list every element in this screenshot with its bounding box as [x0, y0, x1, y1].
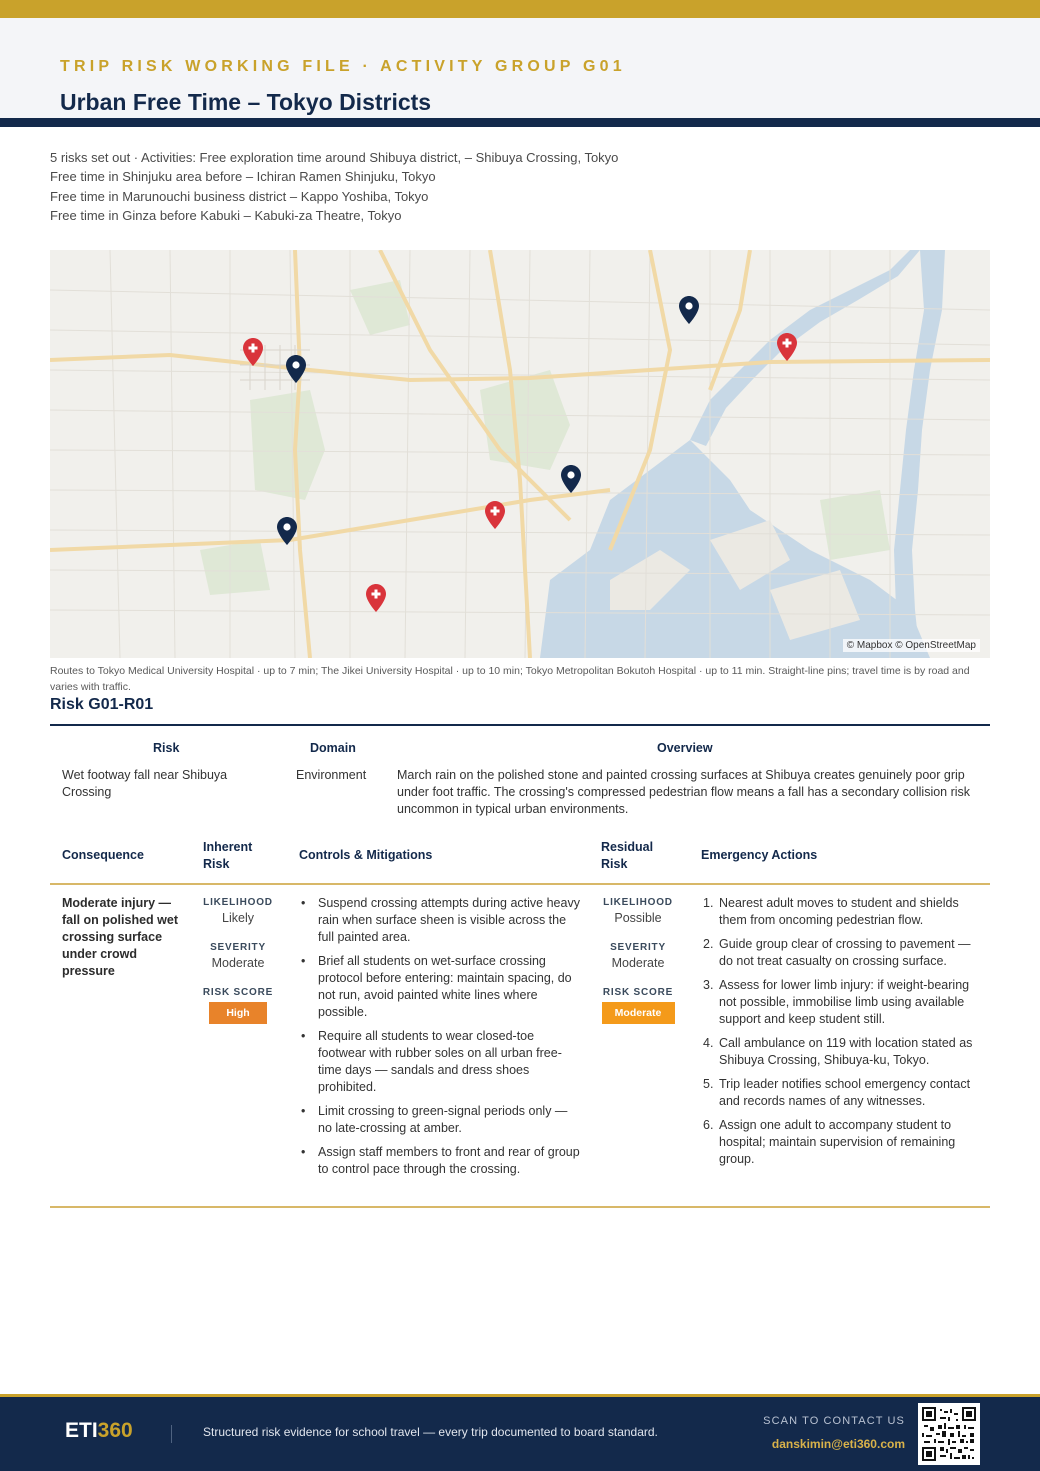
- hospital-pin-icon[interactable]: [777, 333, 797, 361]
- map-attribution[interactable]: © Mapbox © OpenStreetMap: [843, 639, 980, 652]
- page-footer: [0, 1397, 1040, 1471]
- summary-line: Free time in Marunouchi business district – Kappo Yoshiba, Tokyo: [50, 188, 429, 204]
- likelihood-label: LIKELIHOOD: [603, 897, 673, 908]
- controls-list: [300, 895, 580, 1185]
- page-title: Urban Free Time – Tokyo Districts: [60, 89, 432, 115]
- emergency-action-item: 2. Guide group clear of crossing to pavement — do not treat casualty on crossing surface.: [703, 937, 971, 968]
- risk-score-badge: Moderate: [602, 1002, 675, 1024]
- hospital-pin-icon[interactable]: [243, 338, 263, 366]
- summary-line: Free time in Ginza before Kabuki – Kabuki-za Theatre, Tokyo: [50, 207, 402, 223]
- emergency-action-text: Assign one adult to accompany student to hospital; maintain supervision of remaining group.: [719, 1118, 956, 1166]
- emergency-action-text: Trip leader notifies school emergency contact and records names of any witnesses.: [719, 1077, 971, 1108]
- header-row-rule: [50, 883, 990, 885]
- emergency-action-text: Call ambulance on 119 with location stated as Shibuya Crossing, Shibuya-ku, Tokyo.: [719, 1036, 973, 1067]
- risk-column-header: Risk: [153, 741, 180, 755]
- severity-label: SEVERITY: [210, 942, 266, 953]
- risk-domain: Environment: [296, 768, 367, 782]
- emergency-action-item: 1. Nearest adult moves to student and shields them from oncoming pedestrian flow.: [703, 896, 959, 927]
- risk-overview: March rain on the polished stone and painted crossing surfaces at Shibuya creates genuinely poor grip under foot traffic. The crossing's compressed pedestrian flow means a fall has a secondary collision risk uncommon in typical urban environments.: [397, 768, 971, 816]
- emergency-action-text: Assess for lower limb injury: if weight-bearing not possible, immobilise limb using available support and keep student still.: [719, 978, 970, 1026]
- activity-summary: [50, 148, 990, 225]
- activity-pin-icon[interactable]: [277, 517, 297, 545]
- overview-column-header: Overview: [657, 741, 713, 755]
- risk-top-rule: [50, 724, 990, 726]
- risk-bottom-rule: [50, 1206, 990, 1208]
- risk-id-heading: Risk G01-R01: [50, 696, 154, 713]
- footer-tagline: Structured risk evidence for school travel — every trip documented to board standard.: [203, 1425, 658, 1439]
- brand-logo: ETI360: [65, 1419, 133, 1442]
- emergency-action-text: Guide group clear of crossing to pavement — do not treat casualty on crossing surface.: [719, 937, 971, 968]
- emergency-column-header: Emergency Actions: [701, 848, 818, 862]
- emergency-actions-list: [703, 895, 983, 1175]
- summary-line: Free time in Shinjuku area before – Ichiran Ramen Shinjuku, Tokyo: [50, 169, 436, 185]
- map-canvas: [50, 250, 990, 658]
- emergency-action-item: 3. Assess for lower limb injury: if weight-bearing not possible, immobilise limb using available support and keep student still.: [703, 978, 970, 1026]
- summary-line: 5 risks set out · Activities: Free exploration time around Shibuya district, – Shibuya Crossing, Tokyo: [50, 150, 619, 165]
- contact-email-link[interactable]: danskimin@eti360.com: [771, 1437, 905, 1451]
- inherent-risk-block: [178, 896, 298, 1024]
- likelihood-label: LIKELIHOOD: [203, 897, 273, 908]
- scan-label: SCAN TO CONTACT US: [763, 1415, 905, 1427]
- control-item: • Suspend crossing attempts during active heavy rain when surface sheen is visible across the full painted area.: [300, 895, 580, 946]
- risk-score-label: RISK SCORE: [602, 987, 674, 998]
- activity-pin-icon[interactable]: [679, 296, 699, 324]
- risk-name: Wet footway fall near Shibuya Crossing: [62, 768, 228, 799]
- controls-column-header: Controls & Mitigations: [299, 848, 433, 862]
- likelihood-value: Likely: [222, 911, 254, 925]
- header-eyebrow: TRIP RISK WORKING FILE · ACTIVITY GROUP G01: [60, 58, 626, 75]
- domain-column-header: Domain: [310, 741, 356, 755]
- control-item: • Brief all students on wet-surface crossing protocol before entering: maintain spacing, do not run, avoid painted white lines where possible.: [300, 953, 580, 1021]
- hospital-pin-icon[interactable]: [366, 584, 386, 612]
- footer-divider: [171, 1425, 172, 1443]
- residual-risk-column-header: Residual Risk: [601, 840, 654, 871]
- likelihood-value: Possible: [614, 911, 662, 925]
- severity-value: Moderate: [211, 956, 265, 970]
- control-item: • Limit crossing to green-signal periods only — no late-crossing at amber.: [300, 1103, 580, 1137]
- map-caption: Routes to Tokyo Medical University Hospital · up to 7 min; The Jikei University Hospital · up to 10 min; Tokyo Metropolitan Bokutoh Hospital · up to 11 min. Straight-line pins; travel time is by road and varies with traffic.: [50, 665, 970, 693]
- activity-pin-icon[interactable]: [286, 355, 306, 383]
- risk-score-label: RISK SCORE: [202, 987, 274, 998]
- activity-pin-icon[interactable]: [561, 465, 581, 493]
- severity-value: Moderate: [611, 956, 665, 970]
- consequence-column-header: Consequence: [62, 848, 144, 862]
- page-header: [0, 18, 1040, 118]
- qr-code-icon[interactable]: [918, 1403, 980, 1465]
- top-accent-bar: [0, 0, 1040, 18]
- control-item: • Require all students to wear closed-toe footwear with rubber soles on all urban free-time days — sandals and dress shoes prohibited.: [300, 1028, 580, 1096]
- emergency-action-item: 6. Assign one adult to accompany student to hospital; maintain supervision of remaining group.: [703, 1118, 956, 1166]
- severity-label: SEVERITY: [610, 942, 666, 953]
- emergency-action-item: 4. Call ambulance on 119 with location stated as Shibuya Crossing, Shibuya-ku, Tokyo.: [703, 1036, 973, 1067]
- consequence-text: Moderate injury — fall on polished wet crossing surface under crowd pressure: [62, 896, 178, 978]
- risk-score-badge: High: [209, 1002, 267, 1024]
- area-map[interactable]: [50, 250, 990, 658]
- residual-risk-block: [578, 896, 698, 1024]
- emergency-action-item: 5. Trip leader notifies school emergency contact and records names of any witnesses.: [703, 1077, 971, 1108]
- header-divider: [0, 118, 1040, 127]
- inherent-risk-column-header: Inherent Risk: [203, 840, 253, 871]
- control-item: • Assign staff members to front and rear of group to control pace through the crossing.: [300, 1144, 580, 1178]
- hospital-pin-icon[interactable]: [485, 501, 505, 529]
- emergency-action-text: Nearest adult moves to student and shields them from oncoming pedestrian flow.: [719, 896, 959, 927]
